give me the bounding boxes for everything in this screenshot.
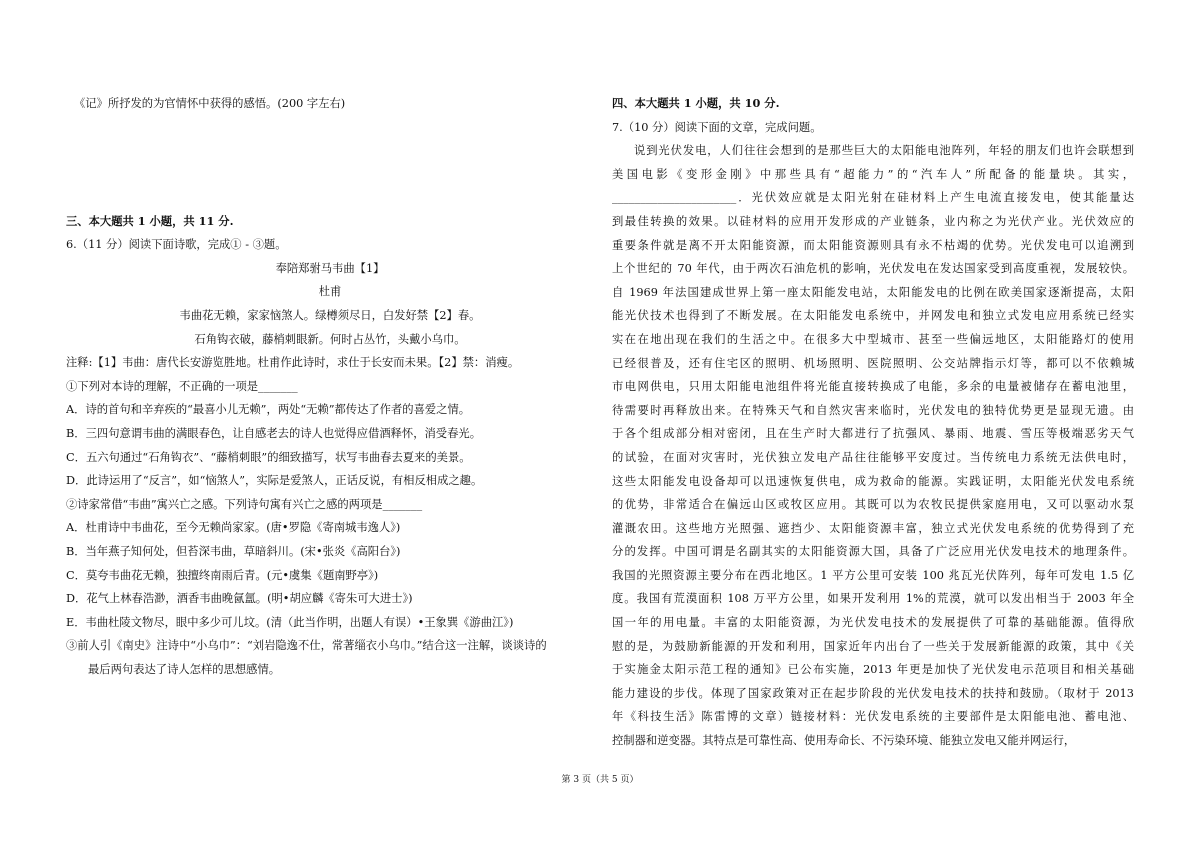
passage-line: 灌溉农田。这些地方光照强、遮挡少、太阳能资源丰富，独立式光伏发电系统的优势得到了充 [612,521,1134,535]
passage-line: 市电网供电，只用太阳能电池组件将光能直接转换成了电能，多余的电量被储存在蓄电池里， [612,380,1134,394]
passage-line: 能光伏技术也得到了不断发展。在太阳能发电系统中，并网发电和独立式发电应用系统已经实 [612,309,1134,323]
passage-line: 度。我国有荒漠面积 108 万平方公里，如果开发利用 1%的荒漠，就可以发出相当于 2003 年全 [612,592,1134,606]
passage-line: 美国电影《变形金刚》中那些具有“超能力”的“汽车人”所配备的能量块。其实， [612,167,1134,181]
question-7-stem: 7.（10 分）阅读下面的文章，完成问题。 [612,120,822,134]
passage-line: 自 1969 年法国建成世界上第一座太阳能发电站，太阳能发电的比例在欧美国家逐渐提高，太阳 [612,285,1134,299]
subquestion-2-stem: ②诗家常借“韦曲”寓兴亡之感。下列诗句寓有兴亡之感的两项是_______ [66,497,423,511]
passage-line: 于实施金太阳示范工程的通知》已公布实施，2013 年更是加快了光伏发电示范项目和相关基础 [612,663,1134,677]
option-a: A．杜甫诗中韦曲花，至今无赖尚家家。(唐•罗隐《寄南城韦逸人》) [66,521,401,535]
passage-line: 我国的光照资源主要分布在西北地区。1 平方公里可安装 100 兆瓦光伏阵列，每年可发电 1.5 亿 [612,568,1134,582]
passage-line: 慰的是，为鼓励新能源的开发和利用，国家近年内出台了一些关于发展新能源的政策，其中《关 [612,639,1134,653]
option-e: E．韦曲杜陵文物尽，眼中多少可儿坟。(清（此当作明，出题人有误）•王象巽《游曲江》) [66,615,514,629]
passage-line: 的试验，在面对灾害时，光伏独立发电产品往往能够平安度过。当传统电力系统无法供电时， [612,450,1134,464]
subquestion-3-stem-cont: 最后两句表达了诗人怎样的思想感情。 [88,662,281,676]
passage-line: 待需要时再释放出来。在特殊天气和自然灾害来临时，光伏发电的独特优势更是显现无遗。由 [612,403,1134,417]
page-footer: 第 3 页（共 5 页） [561,775,639,785]
passage-line: 国一年的用电量。丰富的太阳能资源，为光伏发电技术的发展提供了可靠的基础能源。值得欣 [612,616,1134,630]
option-a: A．诗的首句和辛弃疾的“最喜小儿无赖”，两处“无赖”都传达了作者的喜爱之情。 [66,403,471,417]
passage-line: 年《科技生活》陈雷博的文章）链接材料：光伏发电系统的主要部件是太阳能电池、蓄电池、 [612,710,1134,724]
option-c: C．五六句通过“石角钩衣”、“藤梢刺眼”的细致描写，状写韦曲春去夏来的美景。 [66,450,471,464]
passage-line: 已经很普及，还有住宅区的照明、机场照明、医院照明、公交站牌指示灯等，都可以不依赖城 [612,356,1134,370]
question-6-stem: 6.（11 分）阅读下面诗歌，完成① - ③题。 [66,238,287,252]
poem-notes: 注释:【1】韦曲：唐代长安游览胜地。杜甫作此诗时，求仕于长安而未果。【2】禁：消瘦。 [66,356,520,370]
passage-line: 控制器和逆变器。其特点是可靠性高、使用寿命长、不污染环境、能独立发电又能并网运行， [612,734,1076,748]
poem-line: 石角钩衣破，藤梢刺眼新。何时占丛竹，头戴小乌巾。 [194,332,466,346]
left-column [66,92,594,681]
option-b: B．三四句意谓韦曲的满眼春色，让自感老去的诗人也觉得应借酒释怀，消受春光。 [66,426,481,440]
passage-line: 重要条件就是离不开太阳能资源，而太阳能资源则具有永不枯竭的优势。光伏发电可以追溯到 [612,238,1134,252]
answer-space [66,116,594,163]
poem-line: 韦曲花无赖，家家恼煞人。绿樽须尽日，白发好禁【2】春。 [179,308,481,322]
right-column [612,92,1134,753]
section-4-heading: 四、本大题共 1 小题，共 10 分. [612,96,780,110]
option-c: C．莫夸韦曲花无赖，独擅终南雨后青。(元•虞集《题南野亭》) [66,568,379,582]
passage-line: 的优势，非常适合在偏远山区或牧区应用。其既可以为农牧民提供家庭用电，又可以驱动水泵 [612,498,1134,512]
passage-line: ______________________．光伏效应就是太阳光射在硅材料上产生电流直接发电，使其能量达 [612,191,1134,205]
answer-space [66,163,594,210]
option-d: D．花气上林春浩渺，酒香韦曲晚氤氲。(明•胡应麟《寄朱可大进士》) [66,592,413,606]
passage-line: 上个世纪的 70 年代，由于两次石油危机的影响，光伏发电在发达国家受到高度重视，发展较快。 [612,262,1134,276]
reading-passage [612,139,1134,752]
essay-prompt-tail: 《记》所抒发的为官情怀中获得的感悟。(200 字左右) [74,97,346,110]
subquestion-1-stem: ①下列对本诗的理解，不正确的一项是_______ [66,379,298,393]
section-3-heading: 三、本大题共 1 小题，共 11 分. [66,213,234,228]
poem-author: 杜甫 [318,285,342,299]
passage-line: 到最佳转换的效果。以硅材料的应用开发形成的产业链条，业内称之为光伏产业。光伏效应的 [612,214,1134,228]
option-b: B．当年燕子知何处，但苔深韦曲，草暗斜川。(宋•张炎《高阳台》) [66,544,401,558]
subquestion-3-stem: ③前人引《南史》注诗中“小乌巾”：“刘岩隐逸不仕，常著缁衣小乌巾。”结合这一注解，谈谈诗的 [66,639,547,653]
passage-line: 分的发挥。中国可谓是名副其实的太阳能资源大国，具备了广泛应用光伏发电技术的地理条件。 [612,545,1134,559]
passage-line: 实在在地出现在我们的生活之中。在很多大中型城市、甚至一些偏远地区，太阳能路灯的使用 [612,332,1134,346]
passage-line: 这些太阳能发电设备却可以迅速恢复供电，成为救命的能源。实践证明，太阳能光伏发电系统 [612,474,1134,488]
passage-line: 于各个组成部分相对密闭，且在生产时大都进行了抗强风、暴雨、地震、雪压等极端恶劣天气 [612,427,1134,441]
passage-line: 能力建设的步伐。体现了国家政策对正在起步阶段的光伏发电技术的扶持和鼓励。（取材于 2013 [612,686,1134,700]
poem-title: 奉陪郑驸马韦曲【1】 [275,261,385,275]
passage-line: 说到光伏发电，人们往往会想到的是那些巨大的太阳能电池阵列，年轻的朋友们也许会联想到 [634,144,1134,158]
option-d: D．此诗运用了“反言”，如“恼煞人”，实际是爱煞人，正话反说，有相反相成之趣。 [66,474,483,488]
